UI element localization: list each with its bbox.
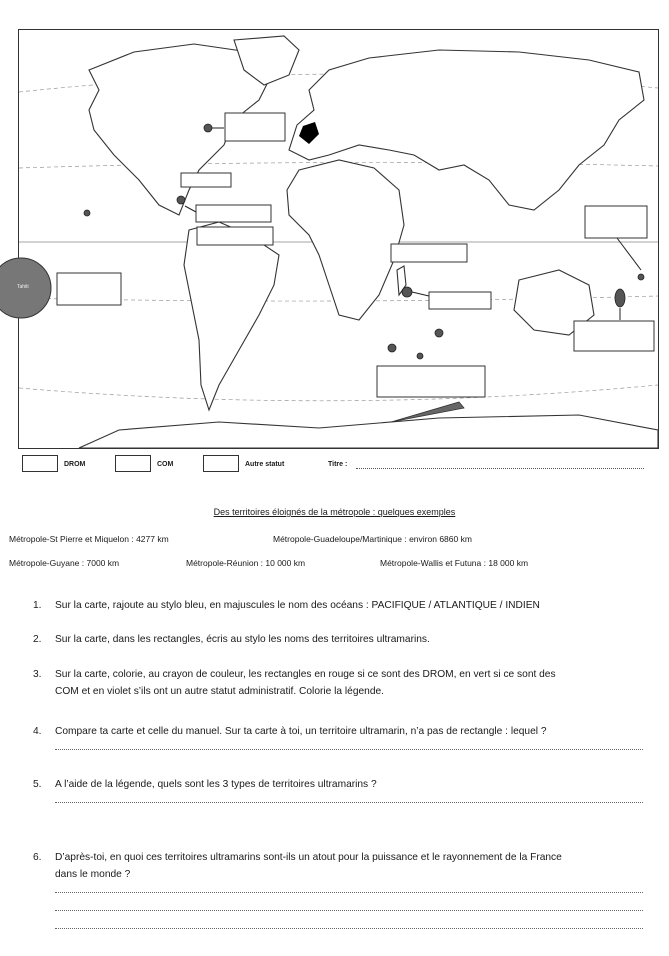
marker-kerguelen bbox=[388, 344, 396, 352]
box-st-pierre bbox=[225, 113, 285, 141]
distance-antilles: Métropole-Guadeloupe/Martinique : environ 6860 km bbox=[273, 534, 472, 544]
legend-title-label: Titre : bbox=[328, 461, 348, 468]
world-map bbox=[18, 29, 659, 449]
marker-wallis bbox=[638, 274, 644, 280]
distance-wallis: Métropole-Wallis et Futuna : 18 000 km bbox=[380, 558, 529, 568]
question-number: 1. bbox=[33, 600, 42, 611]
africa bbox=[287, 160, 404, 320]
answer-line-6a[interactable] bbox=[55, 892, 643, 893]
south-america bbox=[184, 222, 279, 410]
world-map-drawing bbox=[19, 30, 658, 448]
box-mayotte bbox=[391, 244, 467, 262]
question-text-line2: dans le monde ? bbox=[55, 869, 131, 880]
marker-antilles bbox=[177, 196, 185, 204]
question-number: 2. bbox=[33, 634, 42, 645]
box-guyane bbox=[197, 227, 273, 245]
question-text: Compare ta carte et celle du manuel. Sur ta carte à toi, un territoire ultramarin, n’a pas de rectangle : lequel ? bbox=[55, 726, 547, 737]
distance-st-pierre: Métropole-St Pierre et Miquelon : 4277 km bbox=[9, 534, 169, 544]
legend-drom-label: DROM bbox=[64, 461, 86, 468]
marker-reunion bbox=[402, 287, 412, 297]
question-6 bbox=[33, 850, 669, 882]
marker-st-pierre bbox=[204, 124, 212, 132]
title-answer-line[interactable] bbox=[356, 468, 644, 469]
question-text-line1: Sur la carte, colorie, au crayon de couleur, les rectangles en rouge si ce sont des DROM, en vert si ce sont des bbox=[55, 669, 556, 680]
distance-guyane: Métropole-Guyane : 7000 km bbox=[9, 558, 120, 568]
legend-com-box[interactable] bbox=[115, 455, 151, 472]
distance-reunion: Métropole-Réunion : 10 000 km bbox=[186, 558, 306, 568]
answer-line-6b[interactable] bbox=[55, 910, 643, 911]
answer-line-6c[interactable] bbox=[55, 928, 643, 929]
answer-line-5[interactable] bbox=[55, 802, 643, 803]
legend-com-label: COM bbox=[157, 461, 174, 468]
distances-title: Des territoires éloignés de la métropole : quelques exemples bbox=[213, 507, 456, 517]
marker-clipperton bbox=[84, 210, 90, 216]
legend-drom-box[interactable] bbox=[22, 455, 58, 472]
polynesia-label: Tahiti bbox=[17, 284, 29, 290]
question-text-line2: COM et en violet s’ils ont un autre statut administratif. Colorie la légende. bbox=[55, 686, 384, 697]
box-antilles-1 bbox=[181, 173, 231, 187]
question-3 bbox=[33, 667, 663, 699]
question-number: 6. bbox=[33, 852, 42, 863]
question-number: 3. bbox=[33, 669, 42, 680]
marker-crozet bbox=[435, 329, 443, 337]
box-taaf bbox=[377, 366, 485, 397]
box-polynesie bbox=[57, 273, 121, 305]
question-number: 5. bbox=[33, 779, 42, 790]
legend-other-box[interactable] bbox=[203, 455, 239, 472]
marker-amsterdam bbox=[417, 353, 423, 359]
box-antilles-2 bbox=[196, 205, 271, 222]
legend-other-label: Autre statut bbox=[245, 461, 285, 468]
question-text: Sur la carte, rajoute au stylo bleu, en majuscules le nom des océans : PACIFIQUE / ATLANTIQUE / INDIEN bbox=[55, 600, 540, 611]
answer-line-4[interactable] bbox=[55, 749, 643, 750]
box-wallis bbox=[585, 206, 647, 238]
question-number: 4. bbox=[33, 726, 42, 737]
marker-nouvelle-caledonie bbox=[615, 289, 625, 307]
question-text: Sur la carte, dans les rectangles, écris au stylo les noms des territoires ultramarins. bbox=[55, 634, 430, 645]
box-nouvelle-caledonie bbox=[574, 321, 654, 351]
antarctica bbox=[79, 415, 658, 448]
question-text-line1: D’après-toi, en quoi ces territoires ultramarins sont-ils un atout pour la puissance et le rayonnement de la France bbox=[55, 852, 562, 863]
box-reunion bbox=[429, 292, 491, 309]
question-text: A l’aide de la légende, quels sont les 3 types de territoires ultramarins ? bbox=[55, 779, 377, 790]
